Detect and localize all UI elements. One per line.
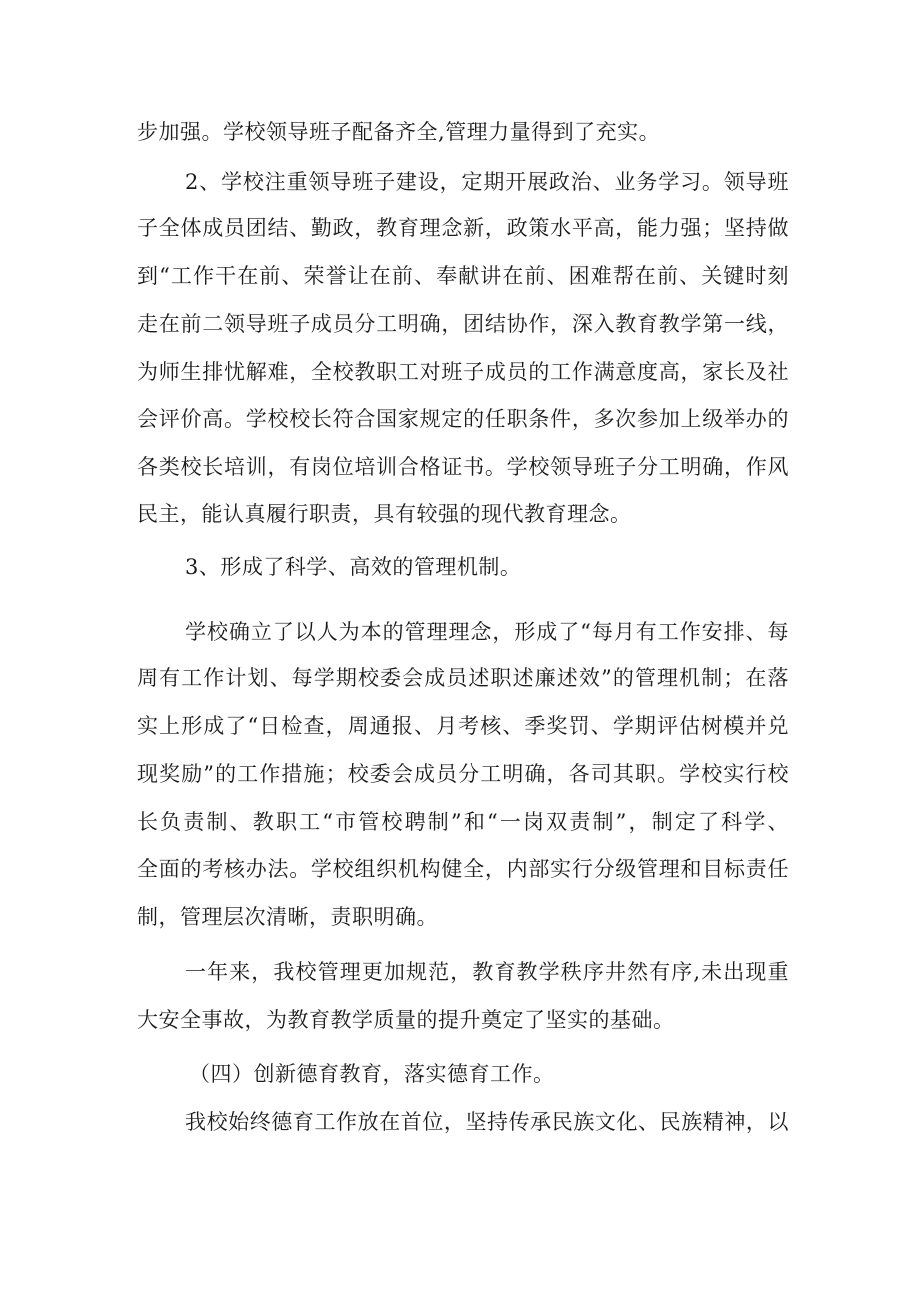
text-line: 到“工作干在前、荣誉让在前、奉献讲在前、困难帮在前、关键时刻 bbox=[137, 264, 789, 288]
text-line: 大安全事故，为教育教学质量的提升奠定了坚实的基础。 bbox=[137, 1008, 675, 1032]
text-line: 长负责制、教职工“市管校聘制”和“一岗双责制”，制定了科学、 bbox=[137, 810, 789, 834]
text-line: 实上形成了“日检查，周通报、月考核、季奖罚、学期评估树模并兑 bbox=[137, 714, 789, 738]
text-line: 步加强。学校领导班子配备齐全,管理力量得到了充实。 bbox=[137, 120, 661, 144]
text-line: （四）创新德育教育，落实德育工作。 bbox=[189, 1062, 555, 1086]
text-line: 为师生排忧解难，全校教职工对班子成员的工作满意度高，家长及社 bbox=[137, 360, 789, 384]
text-line: 学校确立了以人为本的管理理念，形成了“每月有工作安排、每 bbox=[185, 620, 789, 644]
text-line: 3、形成了科学、高效的管理机制。 bbox=[185, 555, 522, 579]
text-line: 一年来，我校管理更加规范，教育教学秩序井然有序,未出现重 bbox=[185, 960, 789, 984]
text-line: 走在前二领导班子成员分工明确，团结协作，深入教育教学第一线， bbox=[137, 312, 789, 336]
text-line: 会评价高。学校校长符合国家规定的任职条件，多次参加上级举办的 bbox=[137, 407, 789, 431]
text-line: 全面的考核办法。学校组织机构健全，内部实行分级管理和目标责任 bbox=[137, 857, 789, 881]
text-line: 民主，能认真履行职责，具有较强的现代教育理念。 bbox=[137, 502, 632, 526]
text-line: 2、学校注重领导班子建设，定期开展政治、业务学习。领导班 bbox=[185, 170, 789, 194]
text-line: 制，管理层次清晰，责职明确。 bbox=[137, 905, 438, 929]
text-line: 我校始终德育工作放在首位，坚持传承民族文化、民族精神，以 bbox=[185, 1110, 789, 1134]
text-line: 各类校长培训，有岗位培训合格证书。学校领导班子分工明确，作风 bbox=[137, 455, 789, 479]
text-line: 周有工作计划、每学期校委会成员述职述廉述效”的管理机制；在落 bbox=[137, 666, 789, 690]
text-line: 现奖励”的工作措施；校委会成员分工明确，各司其职。学校实行校 bbox=[137, 762, 789, 786]
text-line: 子全体成员团结、勤政，教育理念新，政策水平高，能力强；坚持做 bbox=[137, 216, 789, 240]
